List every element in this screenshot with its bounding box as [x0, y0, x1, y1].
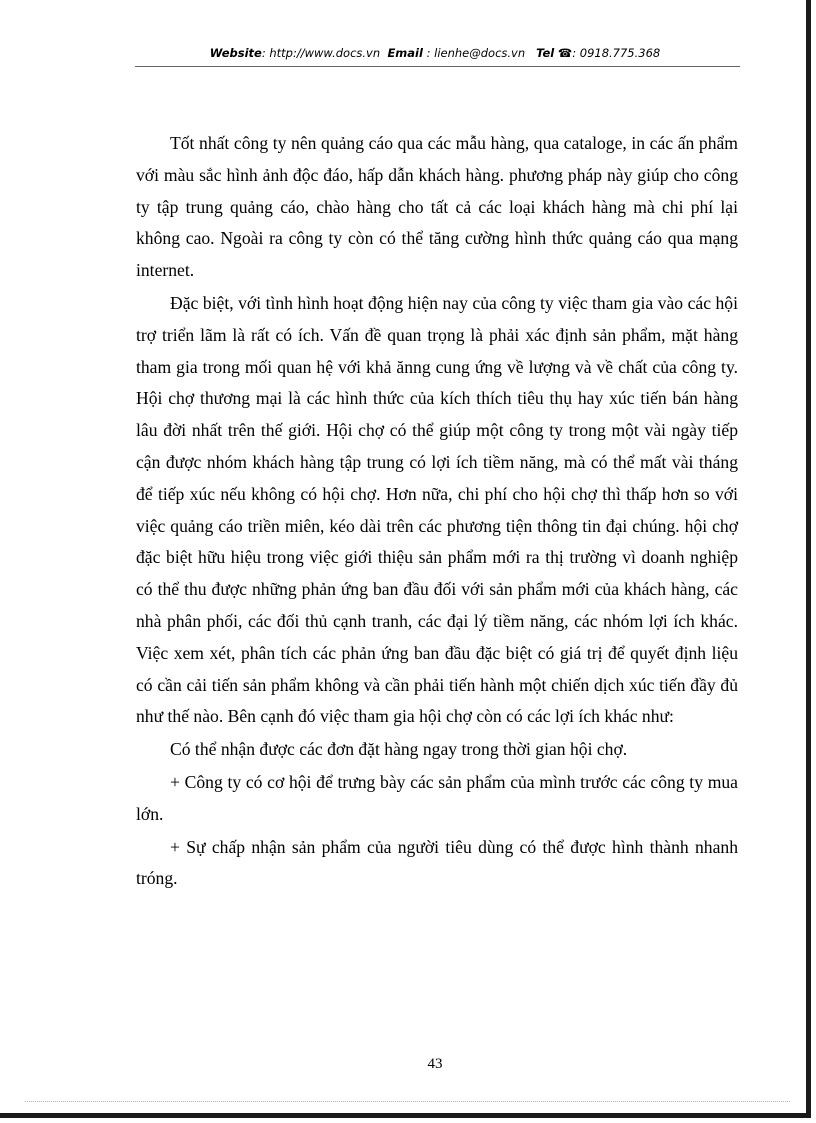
footer-divider: [25, 1101, 790, 1102]
website-value: : http://www.docs.vn: [261, 46, 381, 60]
tel-value: : 0918.775.368: [572, 46, 661, 60]
paragraph: Có thể nhận được các đơn đặt hàng ngay trong thời gian hội chợ.: [170, 739, 628, 760]
website-label: Website: [209, 46, 262, 60]
paragraph: + Công ty có cơ hội để trưng bày các sản phẩm của mình trước các công ty mua lớn.: [136, 771, 738, 824]
page-header: [130, 46, 740, 60]
paragraph: + Sự chấp nhận sản phẩm của người tiêu dùng có thể được hình thành nhanh tróng.: [136, 836, 738, 889]
email-label: Email: [387, 46, 423, 60]
tel-label: Tel: [536, 46, 555, 60]
document-body: [136, 128, 738, 895]
paragraph: Đặc biệt, với tình hình hoạt động hiện nay của công ty việc tham gia vào các hội trợ triển lãm là rất có ích. Vấn đề quan trọng là phải xác định sản phẩm, mặt hàng tham gia trong mối quan hệ với khả ănng cung ứng về lượng và về chất của công ty. Hội chợ thương mại là các hình thức của kích thích tiêu thụ hay xúc tiến bán hàng lâu đời nhất trên thế giới. Hội chợ có thể giúp một công ty trong một vài ngày tiếp cận được nhóm khách hàng tập trung có lợi ích tiềm năng, mà có thể mất vài tháng để tiếp xúc nếu không có hội chợ. Hơn nữa, chi phí cho hội chợ thì thấp hơn so với việc quảng cáo triền miên, kéo dài trên các phương tiện thông tin đại chúng. hội chợ đặc biệt hữu hiệu trong việc giới thiệu sản phẩm mới ra thị trường vì doanh nghiệp có thể thu được những phản ứng ban đầu đối với sản phẩm mới của khách hàng, các nhà phân phối, các đối thủ cạnh tranh, các đại lý tiềm năng, các nhóm lợi ích khác. Việc xem xét, phân tích các phản ứng ban đầu đặc biệt có giá trị để quyết định liệu có cần cải tiến sản phẩm không và cần phải tiến hành một chiến dịch xúc tiến đầy đủ như thế nào. Bên cạnh đó việc tham gia hội chợ còn có các lợi ích khác như:: [136, 292, 738, 727]
paragraph: Tốt nhất công ty nên quảng cáo qua các mẫu hàng, qua cataloge, in các ấn phẩm với màu sắc hình ảnh độc đáo, hấp dẫn khách hàng. phương pháp này giúp cho công ty tập trung quảng cáo, chào hàng cho tất cả các loại khách hàng mà chi phí lại không cao. Ngoài ra công ty còn có thể tăng cường hình thức quảng cáo qua mạng internet.: [136, 133, 738, 281]
header-rule: [135, 66, 740, 67]
email-value: : lienhe@docs.vn: [426, 46, 526, 60]
phone-icon: ☎: [557, 46, 573, 60]
page-number: 43: [427, 1056, 443, 1072]
